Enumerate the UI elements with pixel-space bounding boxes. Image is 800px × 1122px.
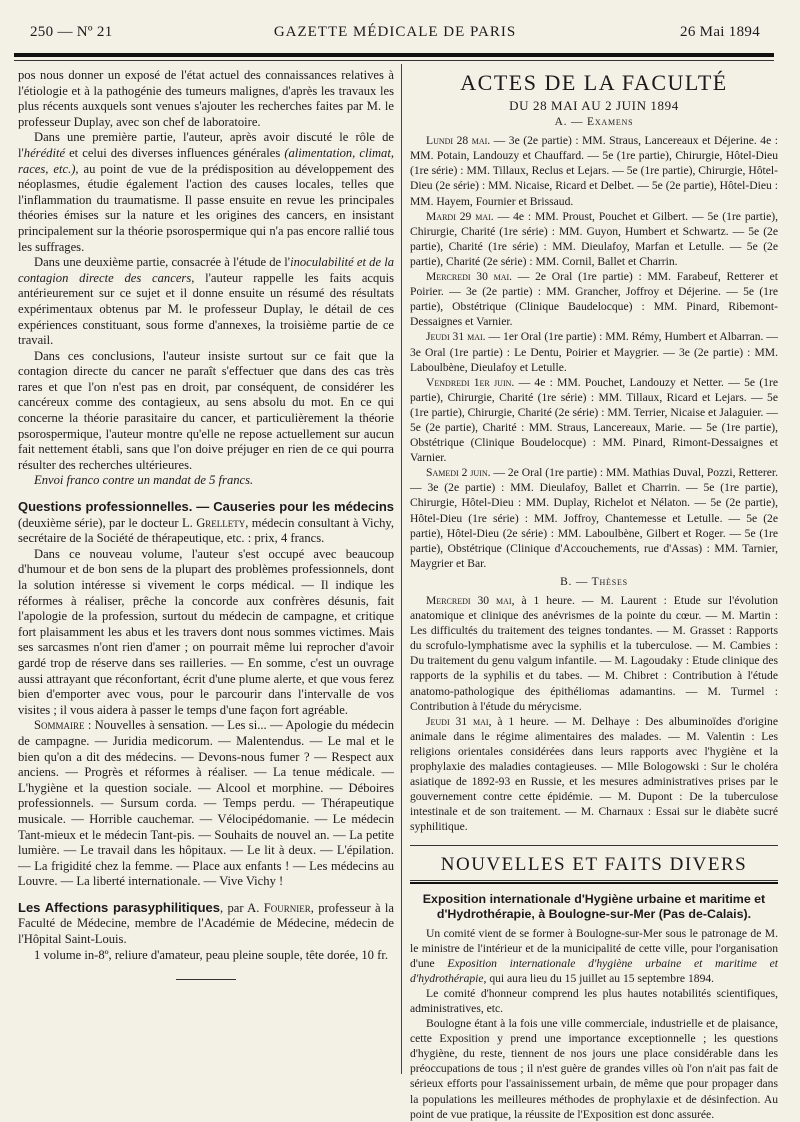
news-paragraph-3: Boulogne étant à la fois une ville commerciale, industrielle et de plaisance, cette Exposition y prend une importance exceptionnelle ; les questions d'hygiène, du reste, tiennent de nos jours une place considérable dans les préoccupations de tous ; il n'est guère de grandes villes où l'on n'ait pas fait de sérieux efforts pour l'assainissement urbain, de même que pour propager dans la populations les meilleures méthodes de prophylaxie et de désinfection. Au point de vue pratique, la réussite de l'Exposition est donc assurée. bbox=[410, 1017, 778, 1121]
questions-review-text: Dans ce nouveau volume, l'auteur s'est occupé avec beaucoup d'humour et de bon sens de la plupart des problèmes professionnels, dont la solution intéresse si vivement le corps médical. — Il indique les réformes à réaliser, prêche la concorde aux confrères désunis, fait l'apologie de la profession, surtout du médecin de campagne, et critique fort plaisamment les abus et les travers dont nous sommes victimes. Mais ses sarcasmes n'ont rien d'amer ; on pourrait même lui reprocher d'avoir gardé trop de réserve dans ses railleries. — En somme, c'est un ouvrage aussi attrayant que réconfortant, écrit d'une plume alerte, et que vous ferez bien d'emporter avec vous, pour le parcourir dans l'intervalle de vos visites ; il vous aidera à passer le temps d'une façon fort agréable. bbox=[18, 546, 394, 717]
thesis-entry: Mercredi 30 mai, à 1 heure. — M. Laurent : Etude sur l'évolution anatomique et clinique des anévrismes de la pointe du cœur. — M. Martin : Les difficultés du traitement des teignes tondantes. — M. Grasset : Rapports du scrofulo-lymphatisme avec la syphilis et la tuberculose. — M. Cambies : Du traitement du genu valgum infantile. — M. Lagoudaky : Etude clinique des rapports de la syphilis et du tabes. — M. Chibret : Contribution à l'étude anatomo-pathologique des épithéliomas adamantins. — M. Turmel : Contribution à l'étude du mérycisme. bbox=[410, 594, 778, 713]
section-theses: B. — Thèses bbox=[560, 575, 628, 588]
exam-entry: Vendredi 1er juin. — 4e : MM. Pouchet, Landouzy et Netter. — 5e (1re partie), Chirurgie, Charité (1re série) : MM. Tillaux, Ricard et Lejars. — 5e (1re partie), Chirurgie, Charité (2e série) : MM. Terrier, Nicaise et Jalaguier. — 5e (2e partie), Charité : MM. Straus, Lancereaux, Marie. — 5e (1re partie), Obstétrique (Clinique Boudelocque) : MM. Pinard, Rimont-Dessaignes et Varnier. bbox=[410, 375, 778, 465]
end-rule bbox=[176, 979, 236, 980]
header-rule-thick bbox=[14, 53, 774, 57]
review-paragraph-3: Dans une deuxième partie, consacrée à l'étude de l'inoculabilité et de la contagion directe des cancers, l'auteur rappelle les faits acquis antérieurement sur ce sujet et il donne ensuite un résumé des résultats expérimentaux obtenus par M. le professeur Duplay, le détail de ces expériences constituant, sous forme d'annexes, la troisième partie de ce travail. bbox=[18, 255, 394, 348]
review-paragraph-4: Dans ces conclusions, l'auteur insiste surtout sur ce fait que la contagion directe du cancer ne paraît s'effectuer que dans des cas très rares et que l'on n'est pas en droit, par conséquent, de considérer les cancéreux comme des contagieux, au sens absolu du mot. En ce qui concerne la théorie parasitaire du cancer, et particulièrement la théorie psorospermique, l'auteur montre qu'elle ne repose actuellement sur aucun fait nettement établi, sans que l'on doive préjuger en rien de ce qui pourra résulter des recherches ultérieures. bbox=[18, 348, 394, 472]
header-rule-thin bbox=[14, 60, 774, 61]
affections-entry: Les Affections parasyphilitiques, par A. Fournier, professeur à la Faculté de Médecine, membre de l'Académie de Médecine, médecin de l'Hôpital Saint-Louis. bbox=[18, 899, 394, 947]
exam-entry: Jeudi 31 mai. — 1er Oral (1re partie) : MM. Rémy, Humbert et Albarran. — 3e Oral (1re partie) : Le Dentu, Poirier et Maygrier. — 3e (2e partie) : MM. Laboulbène, Dieulafoy et Letulle. bbox=[410, 330, 778, 374]
thesis-entry: Jeudi 31 mai, à 1 heure. — M. Delhaye : Des albuminoïdes d'origine animale dans le régime alimentaires des malades. — M. Valentin : Les religions orientales considérées dans leurs rapports avec l'hygiène et la prophylaxie des maladies contagieuses. — Mlle Bologowski : Sur le choléra asiatique de 1892-93 en Russie, et les mesures administratives prises par le gouvernement contre cette épidémie. — M. Dupont : De la tuberculose intestinale et de son traitement. — M. Charnaux : Essai sur le diabète sucré syphilitique. bbox=[410, 714, 778, 834]
author-grellety: Grellety bbox=[196, 515, 246, 530]
news-paragraph-1: Un comité vient de se former à Boulogne-sur-Mer sous le patronage de M. le ministre de l'intérieur et de la municipalité de cette ville, pour l'organisation d'une Exposition internationale d'hygiène urbaine et maritime et d'hydrothérapie, qui aura lieu du 15 juillet au 15 septembre 1894. bbox=[410, 926, 778, 985]
review-paragraph-2: Dans une première partie, l'auteur, après avoir discuté le rôle de l'hérédité et celui des diverses influences générales (alimentation, climat, races, etc.), au point de vue de la prédisposition au développement des néoplasmes, étudie également l'action des causes locales, telles que l'inflammation du traumatisme. Il passe ensuite en revue les principales théories émises sur la nature et les origines des cancers, en insistant principalement sur la théorie psorospermique qui n'a pas encore rallié tous les suffrages. bbox=[18, 130, 394, 254]
review-price-note: Envoi franco contre un mandat de 5 francs. bbox=[34, 473, 254, 488]
exposition-title: Exposition internationale d'Hygiène urbaine et maritime et d'Hydrothérapie, à Boulogne-sur-Mer (Pas de-Calais). bbox=[422, 891, 766, 921]
section-examens: A. — Examens bbox=[554, 116, 634, 129]
nouvelles-title: NOUVELLES ET FAITS DIVERS bbox=[440, 853, 748, 875]
news-paragraph-2: Le comité d'honneur comprend les plus hautes notabilités scientifiques, administratives, etc. bbox=[410, 986, 778, 1015]
sommaire-label: Sommaire bbox=[34, 718, 85, 733]
exam-entry: Mardi 29 mai. — 4e : MM. Proust, Pouchet et Gilbert. — 5e (1re partie), Chirurgie, Charité (1re série) : MM. Guyon, Humbert et Schwartz. — 5e (2e partie), Charité (1re série) : MM. Dieulafoy, Marfan et Letulle. — 5e (2e partie), Charité (2e série) : MM. Cornil, Ballet et Charrin. bbox=[410, 209, 778, 268]
section-rule bbox=[410, 845, 778, 846]
actes-faculte-title: ACTES DE LA FACULTÉ bbox=[460, 70, 728, 95]
left-column bbox=[18, 68, 394, 980]
journal-title: GAZETTE MÉDICALE DE PARIS bbox=[273, 24, 517, 40]
questions-professionnelles-entry: Questions professionnelles. — Causeries pour les médecins (deuxième série), par le docteur L. Grellety, médecin consultant à Vichy, secrétaire de la Société de thérapeutique, etc. : prix, 4 francs. bbox=[18, 499, 394, 546]
actes-dates: DU 28 MAI AU 2 JUIN 1894 bbox=[509, 98, 679, 113]
book-title-affections: Les Affections parasyphilitiques bbox=[18, 899, 220, 915]
book-title-questions: Questions professionnelles. — Causeries pour les médecins bbox=[18, 499, 394, 515]
page-number: 250 — Nº 21 bbox=[30, 24, 113, 40]
issue-date: 26 Mai 1894 bbox=[680, 24, 760, 40]
author-fournier: Fournier bbox=[263, 900, 311, 915]
review-paragraph-1: pos nous donner un exposé de l'état actuel des connaissances relatives à l'étiologie et à la pathogénie des tumeurs malignes, d'après les travaux les plus récents auxquels sont venues s'ajouter les recherches faites par M. le professeur Duplay, avec son chef de laboratoire. bbox=[18, 68, 394, 129]
right-column bbox=[410, 70, 778, 1122]
exam-entry: Samedi 2 juin. — 2e Oral (1re partie) : MM. Mathias Duval, Pozzi, Retterer. — 3e (2e partie) : MM. Dieulafoy, Ballet et Charrin. — 5e (1re partie), Chirurgie, Hôtel-Dieu : MM. Duplay, Richelot et Nélaton. — 5e (2e partie), Hôtel-Dieu (1re série) : MM. Joffroy, Chantemesse et Letulle. — 5e (2e partie), Hôtel-Dieu (2e série) : MM. Laboulbène, Gilbert et Roger. — 5e (1re partie), Obstétrique (Clinique d'Accouchements, rue d'Assas) : MM. Tarnier, Maygrier et Bar. bbox=[410, 466, 778, 570]
exam-entry: Lundi 28 mai. — 3e (2e partie) : MM. Straus, Lancereaux et Déjerine. 4e : MM. Potain, Landouzy et Chauffard. — 5e (1re partie), Chirurgie, Hôtel-Dieu (1re série) : MM. Tillaux, Reclus et Lejars. — 5e (1re partie), Chirurgie, Hôtel-Dieu (2e série) : MM. Nicaise, Ricard et Delbet. — 5e (2e partie), Hôtel-Dieu : MM. Hayem, Fournier et Brissaud. bbox=[410, 134, 778, 208]
nouvelles-rule bbox=[410, 880, 778, 884]
affections-volume-note: 1 volume in-8º, reliure d'amateur, peau pleine souple, tête dorée, 10 fr. bbox=[34, 947, 388, 962]
page-header bbox=[30, 24, 760, 46]
column-divider bbox=[401, 64, 402, 1074]
sommaire-paragraph: Sommaire : Nouvelles à sensation. — Les si... — Apologie du médecin de campagne. — Juridia medicorum. — Malentendus. — Le mal et le bien qu'on a dit des médecins. — Devons-nous fumer ? — Respect aux anciens. — Progrès et réformes à réaliser. — La tenue médicale. — L'hygiène et la question sociale. — Alcool et morphine. — Déboires professionnels. — Sursum corda. — Temps perdu. — Thérapeutique musicale. — Horrible cauchemar. — Vélocipédomanie. — Le médecin Tant-mieux et le médecin Tant-pis. — Souhaits de nouvel an. — La petite lumière. — Le travail dans les hôpitaux. — Le lit à deux. — L'épilation. — La frigidité chez la femme. — Place aux enfants ! — Les médecins au Louvre. — La liberté internationale. — Vive Vichy ! bbox=[18, 718, 394, 889]
exam-entry: Mercredi 30 mai. — 2e Oral (1re partie) : MM. Farabeuf, Retterer et Poirier. — 3e (2e partie) : MM. Grancher, Joffroy et Déjerine. — 5e (1re partie), Obstétrique (Clinique Baudelocque) : MM. Pinard, Ribemont-Dessaignes et Varnier. bbox=[410, 270, 778, 329]
